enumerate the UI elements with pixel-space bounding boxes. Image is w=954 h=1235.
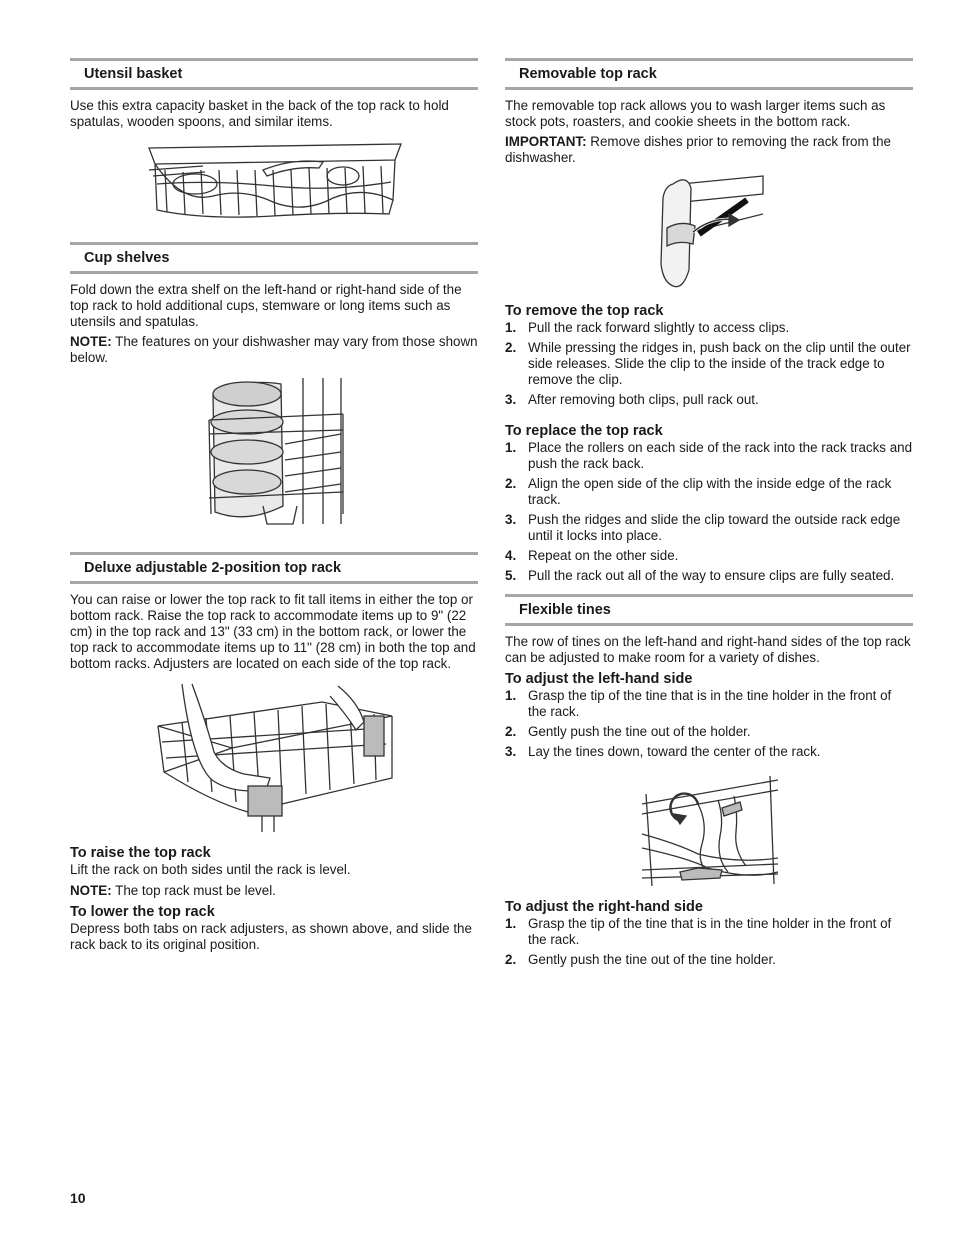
list-item: 1. Place the rollers on each side of the rack into the rack tracks and push the rack back.	[505, 440, 913, 471]
raise-heading: To raise the top rack	[70, 845, 211, 861]
list-item: 1. Grasp the tip of the tine that is in the tine holder in the front of the rack.	[505, 916, 892, 947]
lower-heading: To lower the top rack	[70, 904, 215, 920]
note-label: NOTE:	[70, 334, 112, 349]
left-side-steps	[505, 688, 913, 760]
section-heading-deluxe-rack: Deluxe adjustable 2-position top rack	[70, 552, 478, 584]
section-heading-removable-rack: Removable top rack	[505, 58, 913, 90]
list-item: 3. After removing both clips, pull rack out.	[505, 392, 759, 407]
deluxe-rack-text: You can raise or lower the top rack to fit tall items in either the top or bottom rack. Raise the top rack to accommodate items up to 9" (22 cm) in the top rack and 13" (33 cm) in the bottom rack, or lower the top rack to accommodate items up to 11" (28 cm) in both the top and bottom racks. Adjusters are located on each side of the top rack.	[70, 592, 476, 671]
note-text: The top rack must be level.	[111, 883, 276, 898]
list-item: 4. Repeat on the other side.	[505, 548, 679, 563]
raise-text: Lift the rack on both sides until the rack is level.	[70, 862, 351, 877]
list-item: 2. Gently push the tine out of the holder.	[505, 724, 751, 739]
replace-rack-heading: To replace the top rack	[505, 423, 663, 439]
important-label: IMPORTANT:	[505, 134, 587, 149]
important-notice	[505, 134, 913, 166]
utensil-basket-text: Use this extra capacity basket in the back of the top rack to hold spatulas, wooden spoons, and similar items.	[70, 98, 449, 129]
flexible-tines-text: The row of tines on the left-hand and right-hand sides of the top rack can be adjusted to make room for a variety of dishes.	[505, 634, 911, 665]
note-label: NOTE:	[70, 883, 112, 898]
right-side-steps	[505, 916, 913, 968]
lower-text: Depress both tabs on rack adjusters, as shown above, and slide the rack back to its original position.	[70, 921, 472, 952]
list-item: 2. Align the open side of the clip with the inside edge of the rack track.	[505, 476, 892, 507]
left-side-heading: To adjust the left-hand side	[505, 671, 693, 687]
raise-note	[70, 883, 478, 899]
utensil-basket-illustration	[143, 140, 405, 222]
flexible-tines-illustration	[638, 774, 780, 888]
list-item: 3. Lay the tines down, toward the center of the rack.	[505, 744, 821, 759]
page-number: 10	[70, 1190, 86, 1206]
note-text: The features on your dishwasher may vary from those shown below.	[70, 334, 478, 365]
right-column	[505, 58, 913, 972]
cup-shelves-illustration	[203, 374, 345, 532]
adjustable-rack-illustration	[152, 682, 396, 834]
removable-rack-text: The removable top rack allows you to wash larger items such as stock pots, roasters, and cookie sheets in the bottom rack.	[505, 98, 886, 129]
left-column	[70, 58, 478, 957]
section-heading-utensil-basket: Utensil basket	[70, 58, 478, 90]
remove-rack-heading: To remove the top rack	[505, 303, 664, 319]
remove-rack-steps	[505, 320, 913, 408]
list-item: 2. Gently push the tine out of the tine holder.	[505, 952, 776, 967]
replace-rack-steps	[505, 440, 913, 584]
section-heading-cup-shelves: Cup shelves	[70, 242, 478, 274]
list-item: 1. Pull the rack forward slightly to access clips.	[505, 320, 790, 335]
right-side-heading: To adjust the right-hand side	[505, 899, 703, 915]
important-text: Remove dishes prior to removing the rack from the dishwasher.	[505, 134, 891, 165]
rack-clip-illustration	[653, 174, 765, 292]
cup-shelves-note	[70, 334, 478, 366]
list-item: 3. Push the ridges and slide the clip toward the outside rack edge until it locks into place.	[505, 512, 901, 543]
cup-shelves-text: Fold down the extra shelf on the left-hand or right-hand side of the top rack to hold additional cups, stemware or long items such as utensils and spatulas.	[70, 282, 462, 329]
section-heading-flexible-tines: Flexible tines	[505, 594, 913, 626]
list-item: 5. Pull the rack out all of the way to ensure clips are fully seated.	[505, 568, 895, 583]
list-item: 1. Grasp the tip of the tine that is in the tine holder in the front of the rack.	[505, 688, 892, 719]
list-item: 2. While pressing the ridges in, push back on the clip until the outer side releases. Slide the clip to the inside of the track edge to remove the clip.	[505, 340, 911, 387]
